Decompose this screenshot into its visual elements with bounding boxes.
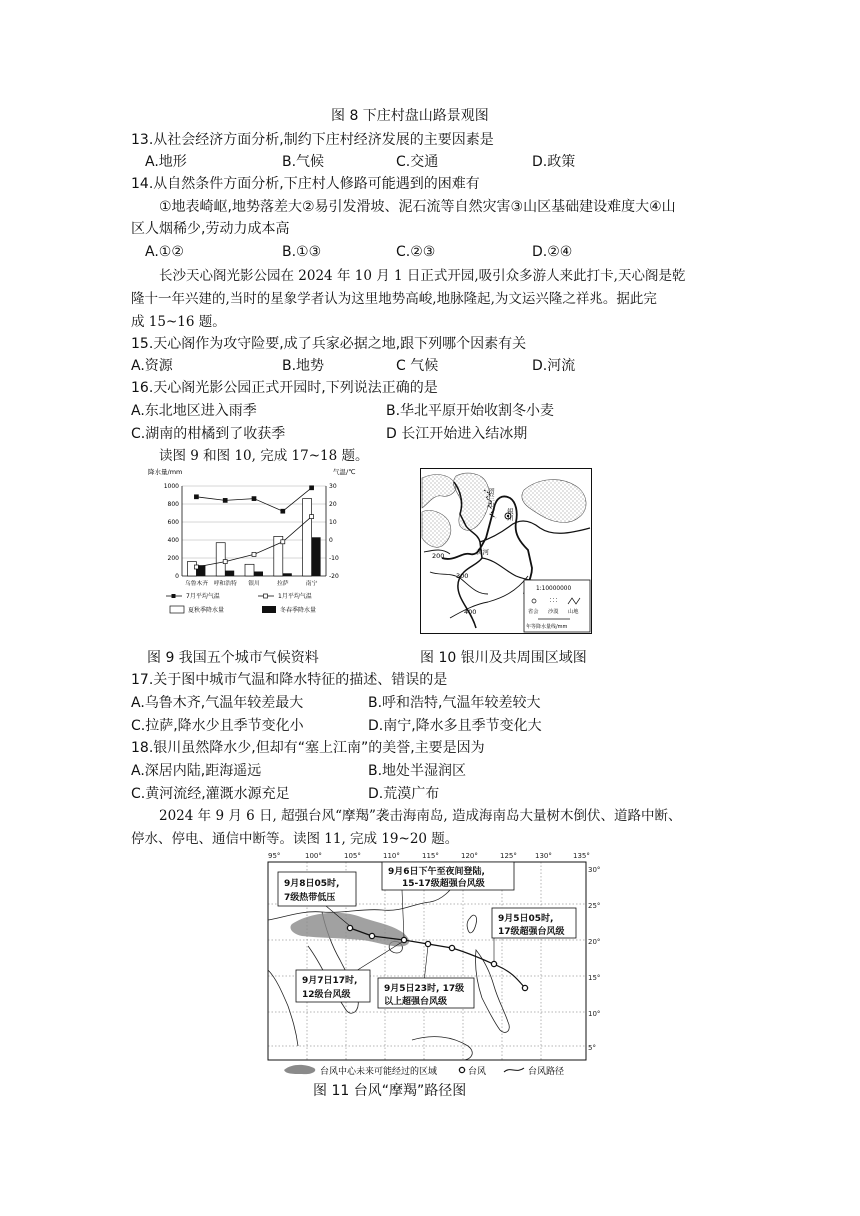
bar-winter-spring-precip <box>312 537 321 576</box>
lat-25: 25° <box>588 902 601 910</box>
lon-100: 100° <box>305 852 322 860</box>
lon-135: 135° <box>573 852 590 860</box>
legend-desert: 沙漠 <box>548 609 559 615</box>
q15-stem: 15.天心阁作为攻守险要,成了兵家必据之地,跟下列哪个因素有关 <box>131 336 527 352</box>
legend-jan-temp: 1月平均气温 <box>278 593 312 600</box>
lon-125: 125° <box>500 852 517 860</box>
typhoon-point-icon <box>347 925 352 930</box>
right-tick-label: 20 <box>329 501 337 508</box>
callout-sep5a-line2: 17级超强台风级 <box>498 927 565 937</box>
lon-105: 105° <box>344 852 361 860</box>
bar-winter-spring-precip <box>254 572 263 577</box>
passage1-line2: 隆十一年兴建的,当时的星象学者认为这里地势高峻,地脉隆起,为文运兴隆之祥兆。据此完 <box>131 291 657 307</box>
passage1-line1: 长沙天心阁光影公园在 2024 年 10 月 1 日正式开园,吸引众多游人来此打卡,天心阁是乾 <box>159 268 686 284</box>
typhoon-point-icon <box>401 937 406 942</box>
label-isohyet-200: 200 <box>432 552 445 560</box>
right-tick-label: -10 <box>329 555 339 562</box>
fig11-typhoon-map <box>262 850 602 1080</box>
capital-legend-icon <box>532 599 536 603</box>
lat-30: 30° <box>588 866 601 874</box>
typhoon-point-icon <box>491 961 496 966</box>
callout-sep8-line2: 7级热带低压 <box>284 893 336 903</box>
lon-95: 95° <box>268 852 281 860</box>
fig11-caption: 图 11 台风“摩羯”路径图 <box>313 1083 467 1099</box>
passage1-line3: 成 15~16 题。 <box>131 314 226 330</box>
desert-legend-swatch <box>548 598 558 604</box>
point-jan-temp <box>223 560 227 564</box>
right-tick-label: -20 <box>329 573 339 580</box>
label-isohyet-300: 300 <box>456 572 469 580</box>
category-label: 南宁 <box>305 581 318 587</box>
fig9-ylabel-right: 气温/℃ <box>333 468 356 476</box>
passage2-line1: 2024 年 9 月 6 日, 超强台风“摩羯”袭击海南岛, 造成海南岛大量树木倒伏、道路中断、 <box>159 808 682 824</box>
q16-option-b: B.华北平原开始收割冬小麦 <box>386 403 555 419</box>
q14-items-line1: ①地表崎岖,地势落差大②易引发滑坡、泥石流等自然灾害③山区基础建设难度大④山 <box>159 199 676 215</box>
right-tick-label: 30 <box>329 483 337 490</box>
callout-sep8-line1: 9月8日05时, <box>284 879 340 889</box>
callout-sep5a-line1: 9月5日05时, <box>498 914 554 924</box>
fig8-caption: 图 8 下庄村盘山路景观图 <box>331 108 489 124</box>
callout-sep7-line2: 12级台风级 <box>302 990 351 1000</box>
q17-stem: 17.关于图中城市气温和降水特征的描述、错误的是 <box>131 672 448 688</box>
fig9-climate-chart <box>148 466 368 618</box>
callout-sep6-line1: 9月6日下午至夜间登陆, <box>388 867 485 877</box>
legend-cone: 台风中心未来可能经过的区域 <box>320 1067 438 1077</box>
lat-20: 20° <box>588 938 601 946</box>
lat-15: 15° <box>588 974 601 982</box>
q18-option-a: A.深居内陆,距海遥远 <box>131 763 262 779</box>
bar-winter-spring-precip <box>225 571 234 576</box>
point-jan-temp <box>310 515 314 519</box>
legend-capital: 省会 <box>528 609 539 615</box>
lat-5: 5° <box>588 1044 596 1052</box>
q13-option-c: C.交通 <box>396 154 439 170</box>
category-label: 银川 <box>248 581 260 587</box>
typhoon-point-icon <box>425 941 430 946</box>
point-jan-temp <box>194 565 198 569</box>
legend-summer-precip: 夏秋季降水量 <box>188 607 225 614</box>
left-tick-label: 600 <box>167 519 179 526</box>
q16-option-c: C.湖南的柑橘到了收获季 <box>131 426 286 442</box>
cone-legend-swatch <box>284 1065 315 1074</box>
left-tick-label: 0 <box>175 573 179 580</box>
left-tick-label: 400 <box>167 537 179 544</box>
q14-option-d: D.②④ <box>532 244 573 260</box>
q15-option-c: C 气候 <box>396 358 439 374</box>
fig10-caption: 图 10 银川及共周围区域图 <box>420 650 587 666</box>
label-helan-mountain: 贺兰山 <box>487 488 495 508</box>
q18-option-c: C.黄河流经,灌溉水源充足 <box>131 786 290 802</box>
label-isohyet-400: 400 <box>464 608 477 616</box>
typhoon-point-icon <box>522 985 527 990</box>
lon-120: 120° <box>461 852 478 860</box>
category-label: 拉萨 <box>276 581 289 587</box>
point-july-temp <box>252 497 256 501</box>
point-july-temp <box>223 498 227 502</box>
lon-110: 110° <box>383 852 400 860</box>
lat-10: 10° <box>588 1010 601 1018</box>
label-yellow-river: 黄河 <box>476 548 489 556</box>
typhoon-legend-icon <box>459 1067 464 1072</box>
point-july-temp <box>194 495 198 499</box>
passage2-line2: 停水、停电、通信中断等。读图 11, 完成 19~20 题。 <box>131 831 459 847</box>
bar-winter-spring-precip <box>283 573 292 576</box>
q13-option-d: D.政策 <box>532 154 576 170</box>
callout-sep5b-line1: 9月5日23时, 17级 <box>384 984 465 994</box>
track-legend-icon <box>504 1068 524 1072</box>
point-july-temp <box>281 509 285 513</box>
fig10-map <box>420 468 592 634</box>
q17-option-a: A.乌鲁木齐,气温年较差最大 <box>131 695 304 711</box>
q14-option-c: C.②③ <box>396 244 436 260</box>
bar-summer-autumn-precip <box>245 564 254 576</box>
legend-track: 台风路径 <box>528 1067 565 1077</box>
q17-option-c: C.拉萨,降水少且季节变化小 <box>131 718 304 734</box>
callout-sep7-line1: 9月7日17时, <box>302 976 358 986</box>
callout-sep6-line2: 15-17级超强台风级 <box>402 879 485 889</box>
typhoon-point-icon <box>449 945 454 950</box>
q13-option-b: B.气候 <box>282 154 325 170</box>
q15-option-d: D.河流 <box>532 358 576 374</box>
q15-option-a: A.资源 <box>131 358 173 374</box>
legend-mountain: 山地 <box>568 609 579 615</box>
q18-option-d: D.荒漠广布 <box>368 786 440 802</box>
point-jan-temp <box>252 552 256 556</box>
legend-july-marker <box>172 594 176 598</box>
q13-option-a: A.地形 <box>145 154 187 170</box>
right-tick-label: 10 <box>329 519 337 526</box>
label-yinchuan: 银川 <box>506 508 514 521</box>
fig9-caption: 图 9 我国五个城市气候资料 <box>147 650 319 666</box>
point-jan-temp <box>281 540 285 544</box>
q16-option-a: A.东北地区进入雨季 <box>131 403 257 419</box>
q18-stem: 18.银川虽然降水少,但却有“塞上江南”的美誉,主要是因为 <box>131 740 485 756</box>
legend-typhoon: 台风 <box>468 1067 487 1077</box>
legend-summer-swatch <box>170 606 184 613</box>
left-tick-label: 800 <box>167 501 179 508</box>
left-tick-label: 1000 <box>163 483 179 490</box>
q14-items-line2: 区人烟稀少,劳动力成本高 <box>131 221 290 237</box>
line-jan-temp <box>196 517 311 567</box>
q15-option-b: B.地势 <box>282 358 325 374</box>
category-label: 呼和浩特 <box>213 581 237 587</box>
q14-option-a: A.①② <box>145 244 184 260</box>
q18-option-b: B.地处半湿润区 <box>368 763 467 779</box>
left-tick-label: 200 <box>167 555 179 562</box>
q17-option-d: D.南宁,降水多且季节变化大 <box>368 718 542 734</box>
fig10-scale: 1:10000000 <box>536 586 572 592</box>
point-july-temp <box>310 486 314 490</box>
fig9-ylabel-left: 降水量/mm <box>148 468 183 476</box>
bar-summer-autumn-precip <box>303 499 312 576</box>
q16-option-d: D 长江开始进入结冰期 <box>386 426 528 442</box>
callout-sep5b-line2: 以上超强台风级 <box>384 997 448 1007</box>
legend-jan-marker <box>264 594 268 598</box>
q13-stem: 13.从社会经济方面分析,制约下庄村经济发展的主要因素是 <box>131 132 494 148</box>
legend-isohyet: 年等降水量线/mm <box>526 624 568 630</box>
category-label: 乌鲁木齐 <box>184 581 209 587</box>
legend-july-temp: 7月平均气温 <box>186 593 220 600</box>
lon-130: 130° <box>535 852 552 860</box>
right-tick-label: 0 <box>329 537 333 544</box>
lon-115: 115° <box>422 852 439 860</box>
legend-winter-precip: 冬春季降水量 <box>280 607 317 614</box>
intro-17-18: 读图 9 和图 10, 完成 17~18 题。 <box>159 448 369 464</box>
q16-stem: 16.天心阁光影公园正式开园时,下列说法正确的是 <box>131 380 438 396</box>
q17-option-b: B.呼和浩特,气温年较差较大 <box>368 695 541 711</box>
typhoon-point-icon <box>369 933 374 938</box>
q14-option-b: B.①③ <box>282 244 322 260</box>
q14-stem: 14.从自然条件方面分析,下庄村人修路可能遇到的困难有 <box>131 176 480 192</box>
legend-winter-swatch <box>262 606 276 613</box>
